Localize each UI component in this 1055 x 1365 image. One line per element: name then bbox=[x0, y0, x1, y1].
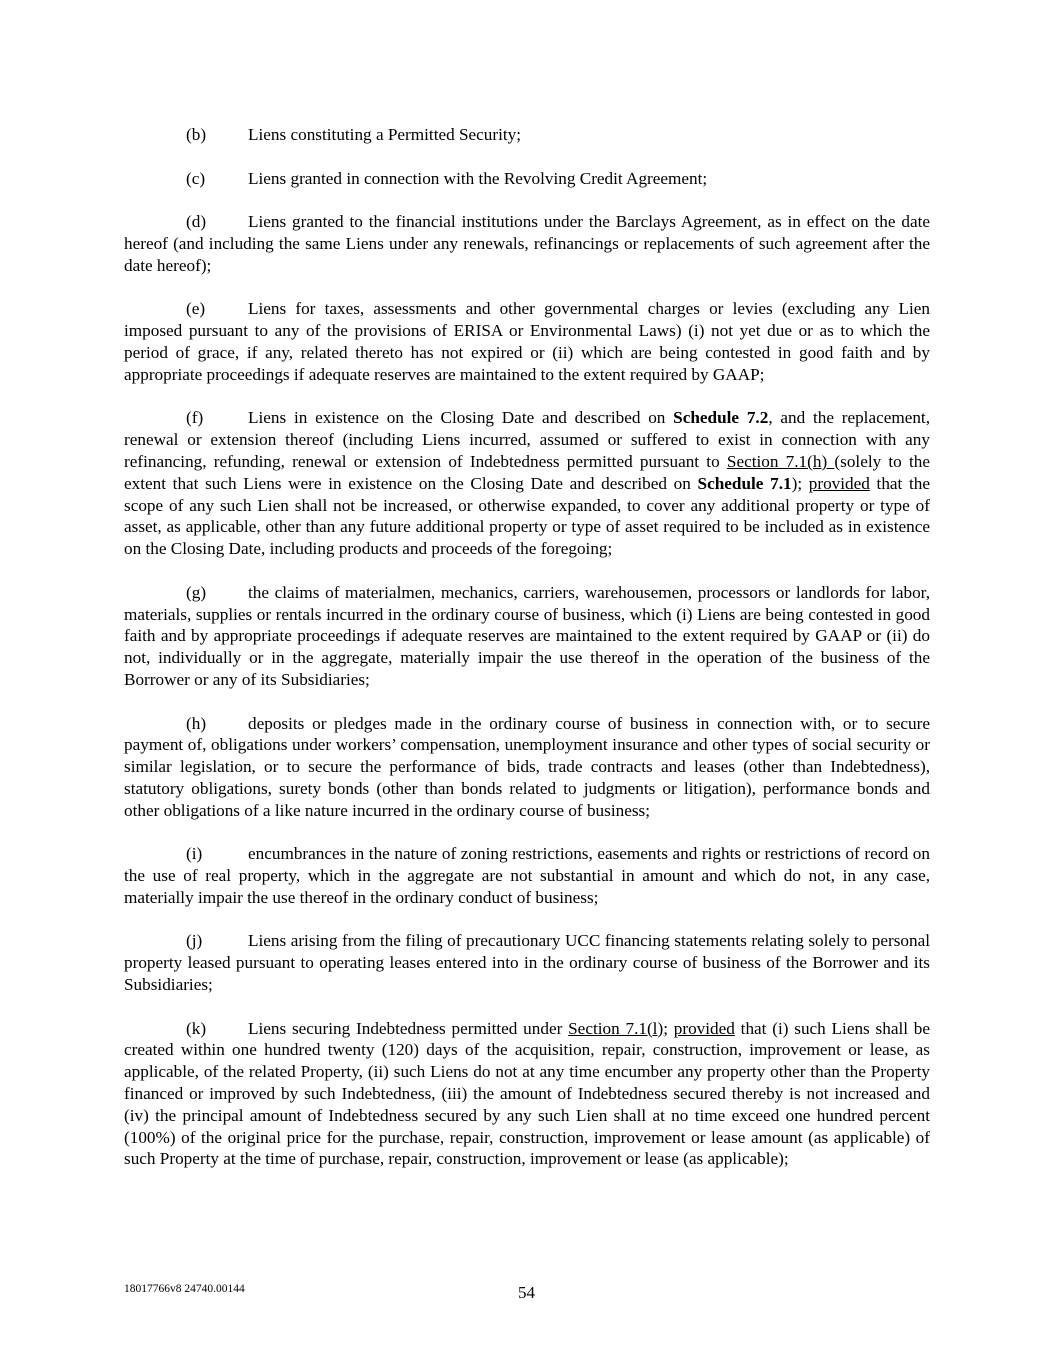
clause-label: (i) bbox=[186, 844, 203, 864]
clause-text: that the scope of any such Lien shall not be increased, or otherwise expanded, to cover any additional property or type of asset, as applicable, other than any future additional property or type of asset required to be included as in existence on the Closing Date, including products and proceeds of the foregoing; bbox=[124, 473, 930, 559]
clause-text: Liens granted in connection with the Revolving Credit Agreement; bbox=[248, 168, 708, 188]
clause-text: Liens granted to the financial institutions under the Barclays Agreement, as in effect on the date hereof (and including the same Liens under any renewals, refinancings or replacements of such agreement after the date hereof); bbox=[124, 212, 930, 275]
clause-text: ; bbox=[663, 1018, 674, 1038]
clause-text: Liens constituting a Permitted Security; bbox=[248, 125, 522, 144]
document-id: 18017766v8 24740.00144 bbox=[124, 1283, 245, 1295]
page-number: 54 bbox=[518, 1283, 535, 1302]
clause-text: that (i) such Liens shall be created within one hundred twenty (120) days of the acquisition, repair, construction, improvement or lease, as applicable, of the related Property, (ii) such Liens do not at any time encumber any property other than the Property financed or improved by such Indebtedness, (iii) the amount of Indebtedness secured thereby is not increased and (iv) the principal amount of Indebtedness secured by any such Lien shall at no time exceed one hundred percent (100%) of the original price for the purchase, repair, construction, improvement or lease amount (as applicable) of such Property at the time of purchase, repair, construction, improvement or lease (as applicable); bbox=[124, 1018, 931, 1169]
clause-paragraph bbox=[124, 124, 930, 146]
clause-text: Liens in existence on the Closing Date and described on bbox=[248, 408, 674, 428]
clause-paragraph bbox=[124, 1018, 930, 1171]
underlined-reference: provided bbox=[673, 1018, 735, 1038]
clause-label: (h) bbox=[186, 713, 207, 733]
clause-paragraph bbox=[124, 168, 930, 190]
clause-label: (f) bbox=[186, 408, 204, 428]
clause-text: (solely to the extent that such Liens were in existence on the Closing Date and described on bbox=[124, 451, 930, 493]
clause-text: Liens arising from the filing of precautionary UCC financing statements relating solely to personal property leased pursuant to operating leases entered into in the ordinary course of business of the Borrower and its Subsidiaries; bbox=[124, 931, 930, 995]
clause-label: (b) bbox=[186, 125, 207, 144]
clause-label: (k) bbox=[186, 1018, 207, 1038]
clause-text: the claims of materialmen, mechanics, carriers, warehousemen, processors or landlords for labor, materials, supplies or rentals incurred in the ordinary course of business, which (i) Liens are being contested in good faith and by appropriate proceedings if adequate reserves are maintained to the extent required by GAAP or (ii) do not, individually or in the aggregate, materially impair the use thereof in the operation of the business of the Borrower or any of its Subsidiaries; bbox=[124, 582, 930, 689]
document-body bbox=[124, 124, 930, 1192]
clause-text: encumbrances in the nature of zoning restrictions, easements and rights or restrictions of record on the use of real property, which in the aggregate are not substantial in amount and which do not, in any case, materially impair the use thereof in the ordinary conduct of business; bbox=[124, 844, 930, 907]
clause-text: ); bbox=[791, 473, 809, 493]
bold-reference: Schedule 7.2 bbox=[673, 408, 769, 428]
clause-paragraph bbox=[124, 407, 930, 560]
underlined-reference: Section 7.1(l) bbox=[568, 1018, 664, 1038]
clause-paragraph bbox=[124, 298, 930, 385]
clause-label: (d) bbox=[186, 212, 207, 232]
clause-paragraph bbox=[124, 713, 930, 822]
clause-paragraph bbox=[124, 211, 930, 276]
underlined-reference: Section 7.1(h) bbox=[726, 451, 835, 471]
clause-label: (c) bbox=[186, 168, 206, 188]
clause-label: (e) bbox=[186, 299, 206, 319]
clause-text: , and the replacement, renewal or extension thereof (including Liens incurred, assumed or suffered to exist in connection with any refinancing, refunding, renewal or extension of Indebtedness permitted pursuant to bbox=[124, 408, 930, 471]
clause-text: deposits or pledges made in the ordinary course of business in connection with, or to secure payment of, obligations under workers’ compensation, unemployment insurance and other types of social security or similar legislation, or to secure the performance of bids, trade contracts and leases (other than Indebtedness), statutory obligations, surety bonds (other than bonds related to judgments or litigation), performance bonds and other obligations of a like nature incurred in the ordinary course of business; bbox=[124, 713, 930, 820]
clause-paragraph bbox=[124, 582, 930, 691]
clause-label: (g) bbox=[186, 582, 207, 602]
bold-reference: Schedule 7.1 bbox=[697, 473, 792, 493]
clause-paragraph bbox=[124, 843, 930, 908]
clause-text: Liens for taxes, assessments and other governmental charges or levies (excluding any Lien imposed pursuant to any of the provisions of ERISA or Environmental Laws) (i) not yet due or as to which the period of grace, if any, related thereto has not expired or (ii) which are being contested in good faith and by appropriate proceedings if adequate reserves are maintained to the extent required by GAAP; bbox=[124, 299, 930, 384]
clause-paragraph bbox=[124, 930, 930, 995]
clause-text: Liens securing Indebtedness permitted under bbox=[248, 1018, 569, 1038]
clause-label: (j) bbox=[186, 931, 203, 951]
underlined-reference: provided bbox=[808, 473, 870, 493]
